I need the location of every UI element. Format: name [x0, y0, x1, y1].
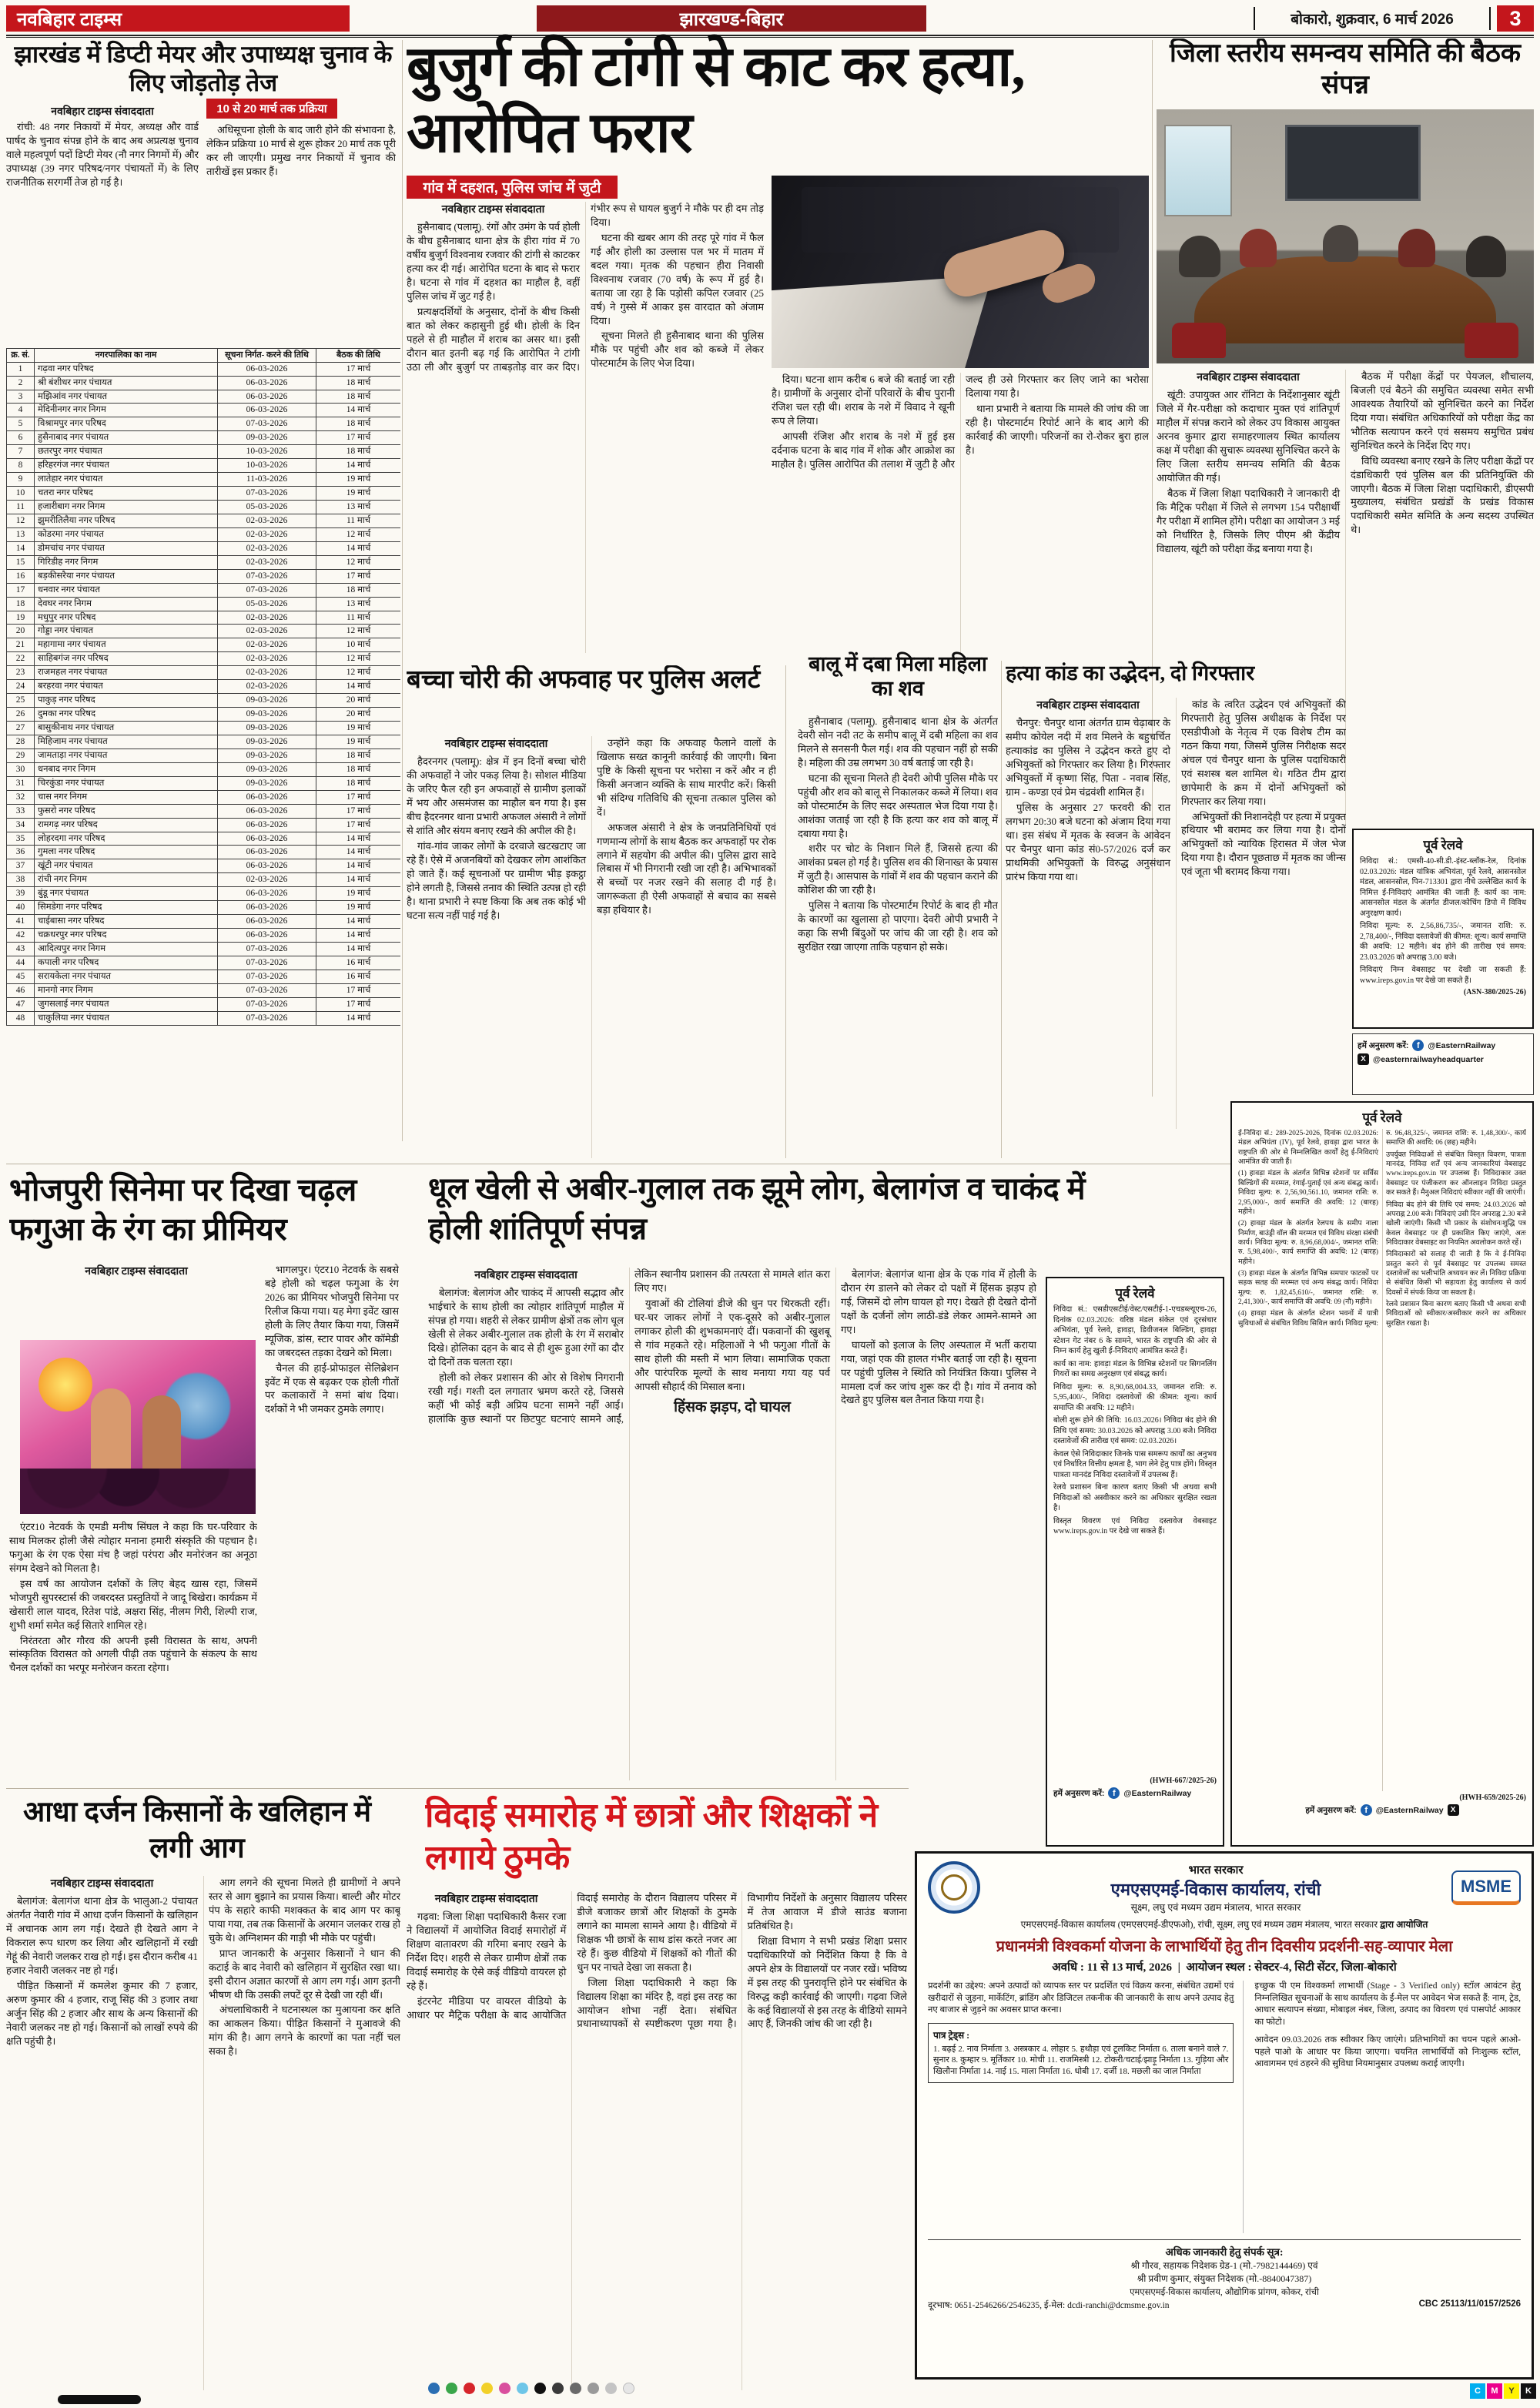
registration-dot — [428, 2383, 440, 2394]
railway-tender-box-3 — [1046, 1277, 1224, 1847]
paragraph: अभियुक्तों की निशानदेही पर हत्या में प्रयुक्त हथियार भी बरामद कर लिया गया है। दोनों अभियुक्तों को न्यायिक हिरासत में जेल भेज दिया गया है। दौरान पूछताछ में मृतक का जीन्स एवं जूता भी बरामद किया गया। — [1181, 810, 1346, 878]
table-row: 12 झुमरीतिलैया नगर परिषद 02-03-2026 11 मार्च — [7, 514, 401, 527]
paragraph: आपसी रंजिश और शराब के नशे में हुई इस दर्दनाक घटना के बाद गांव में शोक और आक्रोश का माहौल है। पुलिस आरोपित की तलाश में जुटी है और जल्द ही उसे गिरफ्तार कर लिए जाने का भरोसा दिलाया गया है। — [772, 373, 1149, 470]
registration-dot — [464, 2383, 475, 2394]
fire-headline: आधा दर्जन किसानों के खलिहान में लगी आग — [23, 1797, 371, 1865]
table-row: 7 छतरपुर नगर पंचायत 10-03-2026 18 मार्च — [7, 445, 401, 459]
msme-trades-label: पात्र ट्रेड्स : — [933, 2029, 970, 2041]
tender-ref: (ASN-380/2025-26) — [1463, 988, 1526, 996]
page-number: 3 — [1509, 6, 1522, 30]
paragraph: विधि व्यवस्था बनाए रखने के लिए परीक्षा केंद्रों पर दंडाधिकारी एवं पुलिस बल की प्रतिनियुक्ति की जाएगी। बैठक में जिला शिक्षा पदाधिकारी, डीएसपी मुख्यालय, संबंधित प्रखंडों के प्रखंड विकास पदाधिकारी समेत समिति के अन्य सदस्य उपस्थित थे। — [1351, 454, 1534, 536]
edition-banner — [537, 5, 926, 32]
paragraph: दिया। घटना शाम करीब 6 बजे की बताई जा रही है। ग्रामीणों के अनुसार दोनों परिवारों के बीच पुरानी रंजिश चल रही थी। शराब के नशे में विवाद ने खूनी रूप ले लिया। — [772, 373, 955, 427]
tender-paragraph: ई-निविदा सं.: 289-2025-2026, दिनांक 02.03.2026: मंडल अभियंता (IV), पूर्व रेलवे, हावड़ा द्वारा भारत के राष्ट्रपति की ओर से निम्नलिखित कार्यों हेतु ई-निविदाएं आमंत्रित की जाती हैं। — [1238, 1130, 1378, 1167]
table-row: 40 सिमडेगा नगर परिषद 06-03-2026 19 मार्च — [7, 901, 401, 915]
tender-paragraph: (3) हावड़ा मंडल के अंतर्गत विभिन्न समपार फाटकों पर सड़क सतह की मरम्मत एवं अन्य संबद्ध कार्य। निविदा मूल्य: रु. 1,82,45,610/-, जमानत राशि: रु. 2,41,300/-, कार्य समाप्ति की अवधि: 09 (नौ) महीने। — [1238, 1270, 1378, 1307]
projection-screen — [1285, 125, 1421, 201]
msme-period: अवधि : 11 से 13 मार्च, 2026 | आयोजन स्थल : सेक्टर-4, सिटी सेंटर, जिला-बोकारो — [1052, 1961, 1397, 1974]
cmyk-square: C — [1470, 2383, 1485, 2399]
paragraph: बैठक में परीक्षा केंद्रों पर पेयजल, शौचालय, बिजली एवं बैठने की समुचित व्यवस्था समेत सभी आवश्यक तैयारियों को सुनिश्चित करने का निर्देश दिया गया। संबंधित अधिकारियों को परीक्षा केंद्र का भौतिक सत्यापन करने एवं ससमय समुचित प्रबंध सुनिश्चित करने के निर्देश दिए गए। — [1351, 370, 1534, 451]
table-row: 29 जामताड़ा नगर पंचायत 09-03-2026 18 मार्च — [7, 749, 401, 762]
registration-dot — [481, 2383, 493, 2394]
msme-venue: आयोजन स्थल : सेक्टर-4, सिटी सेंटर, जिला-बोकारो — [1186, 1961, 1397, 1974]
table-row: 48 चाकुलिया नगर पंचायत 07-03-2026 14 मार्च — [7, 1011, 401, 1025]
rumor-byline: नवबिहार टाइम्स संवाददाता — [444, 738, 548, 750]
paragraph: घटना की सूचना मिलते ही देवरी ओपी पुलिस मौके पर पहुंची और शव को बालू से निकालकर कब्जे में लिया। शव को पोस्टमार्टम के लिए सदर अस्पताल भेज दिया गया है। आशंका जताई जा रही है कि हत्या कर शव को बालू में दबाया गया है। — [798, 772, 998, 839]
facebook-handle: @EasternRailway — [1123, 1788, 1192, 1798]
table-row: 4 मेदिनीनगर नगर निगम 06-03-2026 14 मार्च — [7, 404, 401, 417]
table-header-cell: क्र. सं. — [7, 349, 35, 363]
holi-byline: नवबिहार टाइम्स संवाददाता — [474, 1270, 578, 1281]
cmyk-square: Y — [1504, 2383, 1519, 2399]
table-row: 44 कपाली नगर परिषद 07-03-2026 16 मार्च — [7, 956, 401, 970]
tender-paragraph: निविदा सं.: एमसी-40-सी.डी.-इंस्ट-ब्लॉक-रेल, दिनांक 02.03.2026: मंडल यांत्रिक अभियंता, पूर्व रेलवे, आसनसोल मंडल, आसनसोल, पिन-713301 द्वारा नीचे उल्लेखित कार्य के निमित्त ई-निविदाएं आमंत्रित की जाती हैं: कार्य का नाम: आसनसोल मंडल के अंतर्गत डीजल/कोचिंग डिपो में विविध अनुरक्षण कार्य। — [1360, 857, 1526, 918]
red-chair — [1172, 323, 1226, 358]
tender-paragraph: निविदा मूल्य: रु. 2,56,86,735/-, जमानत राशि: रु. 2,78,400/-, निविदा दस्तावेजों की कीमत: शून्य। कार्य समाप्ति की अवधि: 12 महीने। बंद होने की तारीख एवं समय: 23.03.2026 को अपराह्न 3.00 बजे। — [1360, 922, 1526, 962]
table-row: 6 हुसैनाबाद नगर पंचायत 09-03-2026 17 मार्च — [7, 431, 401, 445]
msme-office-address: एमएसएमई-विकास कार्यालय, औद्योगिक प्रांगण, कोकर, रांची — [1130, 2288, 1319, 2297]
paragraph: अफजल अंसारी ने क्षेत्र के जनप्रतिनिधियों एवं गणमान्य लोगों के साथ बैठक कर अफवाहों पर रोक लगाने में सहयोग की अपील की। पुलिस द्वारा सादे लिबास में भी निगरानी रखी जा रही है। अभिभावकों से बच्चों पर नजर रखने की सलाह दी गई है। जागरूकता ही ऐसी अफवाहों से बचाव का सबसे बड़ा हथियार है। — [597, 821, 776, 916]
rumor-headline: बच्चा चोरी की अफवाह पर पुलिस अलर्ट — [407, 666, 761, 694]
grayscale-dot — [552, 2383, 564, 2394]
table-row: 22 साहिबगंज नगर परिषद 02-03-2026 12 मार्च — [7, 652, 401, 666]
column-rule — [785, 665, 786, 1158]
municipality-table-body — [7, 362, 401, 1025]
table-row: 8 हरिहरगंज नगर पंचायत 10-03-2026 14 मार्च — [7, 459, 401, 473]
tender-paragraph: केवल ऐसे निविदाकार जिनके पास समरूप कार्यों का अनुभव एवं निर्धारित वित्तीय क्षमता है, भाग लेने हेतु पात्र होंगे। विस्तृत पात्रता मानदंड निविदा दस्तावेजों में उपलब्ध हैं। — [1053, 1449, 1217, 1479]
facebook-handle: @EasternRailway — [1375, 1805, 1444, 1815]
page-number-badge — [1497, 5, 1534, 32]
paragraph: गढ़वा: जिला शिक्षा पदाधिकारी कैसर रजा ने विद्यालयों में आयोजित विदाई समारोहों में शिक्षण वातावरण की गरिमा बनाए रखने के निर्देश दिए। शहरी से लेकर ग्रामीण क्षेत्रों तक विदाई समारोह के ऐसे कई वीडियो वायरल हो रहे हैं। — [407, 1911, 567, 1991]
table-row: 27 बासुकीनाथ नगर पंचायत 09-03-2026 19 मार्च — [7, 722, 401, 735]
table-row: 21 महागामा नगर पंचायत 02-03-2026 10 मार्च — [7, 638, 401, 652]
table-row: 41 चाईबासा नगर परिषद 06-03-2026 14 मार्च — [7, 915, 401, 929]
paragraph: निरंतरता और गौरव की अपनी इसी विरासत के साथ, अपनी सांस्कृतिक विरासत को अगली पीढ़ी तक पहुंचाने के संकल्प के साथ चैनल दर्शकों का भरपूर मनोरंजन करता रहेगा। — [9, 1634, 257, 1674]
follow-label: हमें अनुसरण करें: — [1358, 1040, 1409, 1050]
tender-paragraph: रेलवे प्रशासन बिना कारण बताए किसी भी अथवा सभी निविदाओं को स्वीकार/अस्वीकार करने का अधिकार सुरक्षित रखता है। — [1386, 1301, 1526, 1328]
table-header-row — [7, 349, 401, 363]
grayscale-dot — [570, 2383, 581, 2394]
tender-paragraph: निविदा मूल्य: रु. 8,90,68,004.33, जमानत राशि: रु. 5,95,400/-, निविदा दस्तावेजों की कीमत: शून्य। कार्य समाप्ति की अवधि: 12 महीने। — [1053, 1382, 1217, 1412]
paragraph: बेलागंज: बेलागंज थाना क्षेत्र के एक गांव में होली के दौरान रंग डालने को लेकर दो पक्षों में हिंसक झड़प हो गई, जिसमें दो लोग घायल हो गए। देखते ही देखते दोनों पक्षों के दर्जनों लोग लाठी-डंडे लेकर आमने-सामने आ गए। — [841, 1268, 1036, 1335]
holi-headline: धूल खेली से अबीर-गुलाल तक झूमे लोग, बेलागंज व चाकंद में होली शांतिपूर्ण संपन्न — [428, 1171, 1086, 1246]
msme-event-title: प्रधानमंत्री विश्वकर्मा योजना के लाभार्थियों हेतु तीन दिवसीय प्रदर्शनी-सह-व्यापार मेला — [996, 1938, 1453, 1955]
tender-paragraph: निविदा बंद होने की तिथि एवं समय: 24.03.2026 को अपराह्न 2.00 बजे। निविदाएं उसी दिन अपराह्न 2.30 बजे खोली जाएंगी। किसी भी प्रकार के संशोधन/शुद्धि पत्र केवल वेबसाइट पर ही प्रकाशित किए जाएंगे, अतः निविदाकार वेबसाइट का नियमित अवलोकन करते रहें। — [1386, 1201, 1526, 1247]
paragraph: खूंटी: उपायुक्त आर रॉनिटा के निर्देशानुसार खूंटी जिले में गैर-परीक्षा को कदाचार मुक्त एवं शांतिपूर्ण माहौल में संपन्न कराने को लेकर उप विकास आयुक्त अरनव कुमार द्वारा समाहरणालय स्थित कार्यालय कक्ष में परीक्षा की सुचारू व्यवस्था सुनिश्चित करने के लिए जिला स्तरीय समन्वय समिति की बैठक आयोजित की गई। — [1157, 389, 1340, 484]
municipal-headline: झारखंड में डिप्टी मेयर और उपाध्यक्ष चुनाव के लिए जोड़तोड़ तेज — [14, 41, 393, 97]
msme-contact-1: श्री गौरव, सहायक निदेशक ग्रेड-1 (मो.-7982144469) एवं — [1130, 2260, 1318, 2271]
murder-byline: नवबिहार टाइम्स संवाददाता — [441, 204, 545, 216]
tender-paragraph: (4) हावड़ा मंडल के अंतर्गत स्टेशन भवनों में यात्री सुविधाओं से संबंधित विविध सिविल कार्य। निविदा मूल्य: रु. 96,48,325/-, जमानत राशि: रु. 1,48,300/-, कार्य समाप्ति की अवधि: 06 (छह) महीने। — [1238, 1130, 1526, 1328]
msme-trades-list: 1. बढ़ई 2. नाव निर्माता 3. अस्त्रकार 4. लोहार 5. हथौड़ा एवं टूलकिट निर्माता 6. ताला बनाने वाले 7. सुनार 8. कुम्हार 9. मूर्तिकार 10. मोची 11. राजमिस्त्री 12. टोकरी/चटाई/झाड़ू निर्माता 13. गुड़िया और खिलौना निर्माता 14. नाई 15. माला निर्माता 16. धोबी 17. दर्जी 18. मछली का जाल निर्माता — [933, 2044, 1229, 2077]
table-row: 18 देवघर नगर निगम 05-03-2026 13 मार्च — [7, 597, 401, 611]
table-row: 17 धनवार नगर पंचायत 07-03-2026 18 मार्च — [7, 583, 401, 597]
msme-purpose: प्रदर्शनी का उद्देश्य: अपने उत्पादों को व्यापक स्तर पर प्रदर्शित एवं विक्रय करना, संबंधित उद्यमों एवं खरीदारों से जुड़ना, मार्केटिंग, ब्रांडिंग और डिजिटल तकनीक की जानकारी के साथ अपने उत्पाद हेतु नए बाजार से जुड़ने का अवसर प्राप्त करना। — [928, 1981, 1234, 2015]
column-rule — [402, 40, 403, 1141]
tender-paragraph: कार्य का नाम: हावड़ा मंडल के विभिन्न स्टेशनों पर सिगनलिंग गियरों का समग्र अनुरक्षण एवं संबद्ध कार्य। — [1053, 1359, 1217, 1378]
table-row: 15 गिरिडीह नगर निगम 02-03-2026 12 मार्च — [7, 555, 401, 569]
crime-solved-body — [1006, 698, 1346, 1129]
table-header-cell: नगरपालिका का नाम — [35, 349, 218, 363]
holi-premiere-photo — [20, 1340, 256, 1514]
meeting-photo — [1157, 109, 1534, 363]
paragraph: पीड़ित किसानों में कमलेश कुमार की 7 हजार, अरुण कुमार की 4 हजार, राजू सिंह की 3 हजार तथा अर्जुन सिंह की 2 हजार और साथ के अन्य किसानों की नेवारी जलकर नष्ट हो गई। किसानों को लाखों रुपये की क्षति पहुंची है। — [6, 1979, 198, 2047]
paragraph: होली को लेकर प्रशासन की ओर से विशेष निगरानी रखी गई। गश्ती दल लगातार भ्रमण करते रहे, जिससे कहीं भी कोई बड़ी अप्रिय घटना सामने नहीं आई। हालांकि कुछ स्थानों पर छिटपुट घटनाएं सामने आईं, लेकिन स्थानीय प्रशासन की तत्परता से मामले शांत करा लिए गए। — [428, 1268, 830, 1425]
crime-scene-photo — [772, 176, 1149, 368]
grayscale-dot — [605, 2383, 617, 2394]
paragraph: हैदरनगर (पलामू): क्षेत्र में इन दिनों बच्चा चोरी की अफवाहों ने जोर पकड़ लिया है। सोशल मीडिया के जरिए फैल रही इन अफवाहों से ग्रामीण इलाकों में भय और असमंजस का माहौल बन गया है। इस बीच हैदरनगर थाना प्रभारी अफजल अंसारी ने लोगों से शांति और संयम बनाए रखने की अपील की है। — [407, 755, 586, 836]
table-row: 13 कोडरमा नगर पंचायत 02-03-2026 12 मार्च — [7, 527, 401, 541]
msme-gov-line: भारत सरकार — [1188, 1863, 1244, 1877]
sand-headline: बालू में दबा मिला महिला का शव — [808, 652, 987, 701]
facebook-handle: @EasternRailway — [1428, 1040, 1496, 1050]
farewell-byline: नवबिहार टाइम्स संवाददाता — [434, 1894, 538, 1905]
murder-headline: बुजुर्ग की टांगी से काट कर हत्या, आरोपित फरार — [407, 35, 1025, 165]
tender-ref: (HWH-667/2025-26) — [1150, 1777, 1217, 1785]
coordination-byline: नवबिहार टाइम्स संवाददाता — [1197, 372, 1300, 383]
table-row: 24 बरहरवा नगर पंचायत 02-03-2026 14 मार्च — [7, 680, 401, 694]
crime-solved-headline: हत्या कांड का उद्भेदन, दो गिरफ्तार — [1006, 661, 1255, 685]
tender-paragraph: निविदाकारों को सलाह दी जाती है कि वे ई-निविदा प्रस्तुत करने से पूर्व वेबसाइट पर उपलब्ध समस्त दस्तावेजों का भलीभांति अध्ययन कर लें। निविदा प्रक्रिया से संबंधित किसी भी सहायता हेतु कार्यालय से कार्य दिवसों में संपर्क किया जा सकता है। — [1386, 1251, 1526, 1297]
x-icon: X — [1448, 1804, 1459, 1816]
table-header-cell: बैठक की तिथि — [316, 349, 401, 363]
paragraph: घटना की खबर आग की तरह पूरे गांव में फैल गई और होली का उल्लास पल भर में मातम में बदल गया। मृतक की पहचान हीरा निवासी विश्वनाथ रजवार (70 वर्ष) के रूप में हुई है। बताया जा रहा है कि पड़ोसी कपिल रजवार (25 वर्ष) ने गुस्से में आकर इस वारदात को अंजाम दिया। — [591, 231, 764, 327]
grayscale-dot — [623, 2383, 634, 2394]
table-row: 32 चास नगर निगम 06-03-2026 17 मार्च — [7, 790, 401, 804]
farewell-body — [407, 1891, 907, 2390]
paragraph: प्राप्त जानकारी के अनुसार किसानों ने धान की कटाई के बाद नेवारी को खलिहान में सुरक्षित रखा था। इसी दौरान अज्ञात कारणों से आग लग गई। आग इतनी भीषण थी कि उसकी लपटें दूर से देखी जा रही थीं। — [209, 1947, 400, 2001]
tender-paragraph: उपर्युक्त निविदाओं से संबंधित विस्तृत विवरण, पात्रता मानदंड, निविदा शर्तें एवं अन्य जानकारियां वेबसाइट www.ireps.gov.in पर उपलब्ध हैं। निविदाकार उक्त वेबसाइट पर पंजीकरण कर ऑनलाइन निविदा प्रस्तुत कर सकते हैं। मैनुअल निविदाएं स्वीकार नहीं की जाएंगी। — [1386, 1150, 1526, 1197]
murder-body-right — [772, 373, 1149, 653]
railway-ad-title: पूर्व रेलवे — [1115, 1286, 1155, 1301]
table-row: 42 चक्रधरपुर नगर परिषद 06-03-2026 14 मार्च — [7, 929, 401, 943]
tender-paragraph: निविदा सं.: एसडीएसटीई/वेस्ट/एसटीई-1-एचडब्ल्यूएच-26, दिनांक 02.03.2026: वरिष्ठ मंडल संकेत एवं दूरसंचार अभियंता, पूर्व रेलवे, हावड़ा, डिवीजनल बिल्डिंग, हावड़ा स्टेशन गेट नंबर 6 के सामने, भारत के राष्ट्रपति की ओर से निम्न कार्य हेतु खुली ई-निविदाएं आमंत्रित करते हैं। — [1053, 1305, 1217, 1355]
table-row: 16 बड़कीसरैया नगर पंचायत 07-03-2026 17 मार्च — [7, 569, 401, 583]
table-row: 45 सरायकेला नगर पंचायत 07-03-2026 16 मार्च — [7, 970, 401, 983]
msme-stage-note: इच्छुक पी एम विश्वकर्मा लाभार्थी (Stage - 3 Verified only) स्टॉल आवंटन हेतु निम्नलिखित सूचनाओं के साथ कार्यालय के ई-मेल पर आवेदन भेज सकते हैं: नाम, ट्रेड, आधार सत्यापन संख्या, मोबाइल नंबर, जिला, उत्पाद का विवरण एवं पासपोर्ट आकार का फोटो। — [1254, 1981, 1521, 2027]
facebook-icon: f — [1412, 1040, 1424, 1051]
table-header-cell: सूचना निर्गत- करने की तिथि — [218, 349, 316, 363]
msme-contact-head: अधिक जानकारी हेतु संपर्क सूत्र: — [1165, 2246, 1284, 2258]
msme-ministry-line: सूक्ष्म, लघु एवं मध्यम उद्यम मंत्रालय, भारत सरकार — [1130, 1901, 1301, 1913]
table-row: 20 गोड्डा नगर पंचायत 02-03-2026 12 मार्च — [7, 625, 401, 638]
tender-paragraph: निविदाएं निम्न वेबसाइट पर देखी जा सकती हैं: www.ireps.gov.in पर देखे जा सकते हैं। — [1360, 966, 1526, 985]
railway-ad-title: पूर्व रेलवे — [1362, 1110, 1402, 1125]
paragraph: आग लगने की सूचना मिलते ही ग्रामीणों ने अपने स्तर से आग बुझाने का प्रयास किया। बाल्टी और मोटर पंप के सहारे काफी मशक्कत के बाद आग पर काबू पाया गया, तब तक किसानों के अरमान जलकर राख हो चुके थे। अग्निशमन की गाड़ी भी मौके पर पहुंची। — [209, 1877, 400, 1944]
scroll-indicator[interactable] — [58, 2395, 141, 2404]
red-chair — [1465, 323, 1518, 358]
sand-body — [798, 715, 998, 1157]
conference-table — [1194, 256, 1496, 343]
paragraph: बैठक में जिला शिक्षा पदाधिकारी ने जानकारी दी कि मैट्रिक परीक्षा में जिले से लगभग 154 परीक्षार्थी गैर परीक्षा में शामिल होंगे। परीक्षा का आयोजन 3 मई को निर्धारित है, जिसके लिए पीएम श्री केंद्रीय विद्यालय, खूंटी को परीक्षा केंद्र बनाया गया है। — [1157, 487, 1340, 554]
paragraph: हुसैनाबाद (पलामू). हुसैनाबाद थाना क्षेत्र के अंतर्गत देवरी सोन नदी तट के समीप बालू में दबी महिला का शव मिलने से सनसनी फैल गई। शव की पहचान नहीं हो सकी है। महिला की उम्र लगभग 30 वर्ष बताई जा रही है। — [798, 715, 998, 769]
paragraph: एंटर10 नेटवर्क के एमडी मनीष सिंघल ने कहा कि घर-परिवार के साथ मिलकर होली जैसे त्योहार मनाना हमारी संस्कृति की पहचान है। फगुआ के रंग एक ऐसा मंच है जहां परंपरा और मनोरंजन का अनूठा संगम देखने को मिलता है। — [9, 1521, 257, 1574]
municipal-byline: नवबिहार टाइम्स संवाददाता — [51, 106, 154, 118]
paragraph: जिला शिक्षा पदाधिकारी ने कहा कि विद्यालय शिक्षा का मंदिर है, वहां इस तरह का आयोजन शोभा नहीं देता। संबंधित प्रधानाध्यापकों से स्पष्टीकरण पूछा गया है। विभागीय निर्देशों के अनुसार विद्यालय परिसर में तेज आवाज में डीजे साउंड बजाना प्रतिबंधित है। — [577, 1892, 907, 2030]
paragraph: भागलपुर। एंटर10 नेटवर्क के सबसे बड़े होली को चढ़ल फगुआ के रंग 2026 का प्रीमियर भोजपुरी सिनेमा पर रिलीज किया गया। यह मेगा इवेंट खास होली के लिए तैयार किया गया, जिसमें म्यूजिक, डांस, स्टार पावर और कॉमेडी का जबरदस्त तड़का देखने को मिला। — [265, 1264, 399, 1358]
x-handle: @easternrailwayheadquarter — [1373, 1054, 1484, 1064]
paragraph: घायलों को इलाज के लिए अस्पताल में भर्ती कराया गया, जहां एक की हालत गंभीर बताई जा रही है। सूचना पर पहुंची पुलिस ने स्थिति को नियंत्रित किया। पुलिस ने मामला दर्ज कर जांच शुरू कर दी है। गांव में तनाव को देखते हुए पुलिस बल तैनात किया गया है। — [841, 1338, 1036, 1406]
bhojpuri-bottom-column — [9, 1520, 257, 1787]
railway-social-strip — [1352, 1033, 1534, 1095]
msme-apply-note: आवेदन 09.03.2026 तक स्वीकार किए जाएंगे। प्रतिभागियों का चयन पहले आओ-पहले पाओ के आधार पर किया जाएगा। चयनित लाभार्थियों को निःशुल्क स्टॉल, आवागमन एवं ठहरने की सुविधा नियमानुसार उपलब्ध कराई जाएगी। — [1254, 2035, 1521, 2069]
msme-organizer-line: एमएसएमई-विकास कार्यालय (एमएसएमई-डीएफओ), रांची, सूक्ष्म, लघु एवं मध्यम उद्यम मंत्रालय, भारत सरकार द्वारा आयोजित — [1020, 1919, 1428, 1930]
msme-cbc-code: CBC 25113/11/0157/2526 — [1418, 2299, 1521, 2309]
tender-paragraph: (1) हावड़ा मंडल के अंतर्गत विभिन्न स्टेशनों पर सर्विस बिल्डिंगों की मरम्मत, रंगाई-पुताई एवं अन्य संबद्ध कार्य। निविदा मूल्य: रु. 2,56,90,561.10, जमानत राशि: रु. 2,95,000/-, कार्य समाप्ति की अवधि: 12 (बारह) महीने। — [1238, 1170, 1378, 1216]
x-icon: X — [1358, 1053, 1369, 1065]
bhojpuri-side-column — [265, 1263, 399, 1787]
table-row: 36 गुमला नगर परिषद 06-03-2026 14 मार्च — [7, 846, 401, 859]
table-row: 35 लोहरदगा नगर परिषद 06-03-2026 14 मार्च — [7, 832, 401, 846]
table-row: 43 आदित्यपुर नगर निगम 07-03-2026 14 मार्च — [7, 943, 401, 956]
follow-label: हमें अनुसरण करें: — [1053, 1788, 1105, 1798]
paragraph: पुलिस ने बताया कि पोस्टमार्टम रिपोर्ट के बाद ही मौत के कारणों का खुलासा हो पाएगा। देवरी ओपी प्रभारी ने कहा कि सभी बिंदुओं पर जांच की जा रही है। शव को सुरक्षित रखा जाएगा ताकि पहचान हो सके। — [798, 899, 998, 953]
table-row: 39 बुंडू नगर पंचायत 06-03-2026 19 मार्च — [7, 887, 401, 901]
paragraph: युवाओं की टोलियां डीजे की धुन पर थिरकती रहीं। घर-घर जाकर लोगों ने एक-दूसरे को अबीर-गुलाल लगाकर होली की शुभकामनाएं दीं। पकवानों की खुशबू से गांव महकते रहे। महिलाओं ने भी फगुआ गीतों के साथ होली की मस्ती में भाग लिया। सामाजिक एकता और पारंपरिक मूल्यों के साथ मनाया गया यह पर्व आपसी सौहार्द की मिसाल बना। — [634, 1297, 830, 1392]
paragraph: प्रत्यक्षदर्शियों के अनुसार, दोनों के बीच किसी बात को लेकर कहासुनी हुई थी। होली के दिन पहले से ही माहौल में शराब का असर था। इसी दौरान बात इतनी बढ़ गई कि आरोपित ने टांगी उठा ली और बुजुर्ग पर ताबड़तोड़ वार कर दिए। गंभीर रूप से घायल बुजुर्ग ने मौके पर ही दम तोड़ दिया। — [407, 203, 764, 373]
table-row: 14 डोमचांच नगर पंचायत 02-03-2026 14 मार्च — [7, 541, 401, 555]
registration-dot — [499, 2383, 511, 2394]
paragraph: इंटरनेट मीडिया पर वायरल वीडियो के आधार पर मैट्रिक परीक्षा के बाद आयोजित विदाई समारोह के दौरान विद्यालय परिसर में डीजे बजाकर छात्रों और शिक्षकों के ठुमके लगाने का मामला सामने आया है। वीडियो में शिक्षक भी छात्रों के साथ डांस करते नजर आ रहे हैं। कुछ वीडियो में शिक्षकों को गीतों की धुन पर नाचते देखा जा सकता है। — [407, 1892, 737, 2021]
fire-body — [6, 1876, 400, 2390]
registration-dot — [446, 2383, 457, 2394]
paper-name-banner — [6, 5, 350, 32]
dancer-figure — [91, 1388, 131, 1481]
paragraph: सूचना मिलते ही हुसैनाबाद थाना की पुलिस मौके पर पहुंची और शव को कब्जे में लेकर पोस्टमार्टम के लिए भेज दिया। — [591, 330, 764, 370]
table-row: 47 जुगसलाई नगर पंचायत 07-03-2026 17 मार्च — [7, 997, 401, 1011]
msme-advertisement — [915, 1851, 1534, 2380]
paragraph: गांव-गांव जाकर लोगों के दरवाजे खटखटाए जा रहे हैं। ऐसे में अजनबियों को देखकर लोग आशंकित हो जाते हैं। कई सूचनाओं पर ग्रामीण भीड़ इकट्ठा होने लगती है, जिससे तनाव की स्थिति उत्पन्न हो रही है। थाना प्रभारी ने स्पष्ट किया कि अब तक कोई भी घटना सत्य नहीं पाई गई है। — [407, 839, 586, 921]
municipal-lead-right: अधिसूचना होली के बाद जारी होने की संभावना है, लेकिन प्रक्रिया 10 मार्च से शुरू होकर 20 मार्च तक पूरी कर ली जाएगी। प्रमुख नगर निकायों में चुनाव की तारीखें इस प्रकार हैं। — [206, 124, 396, 177]
follow-label: हमें अनुसरण करें: — [1305, 1805, 1357, 1815]
edition-name: झारखण्ड-बिहार — [679, 8, 784, 30]
grayscale-dot — [588, 2383, 599, 2394]
paragraph: उन्होंने कहा कि अफवाह फैलाने वालों के खिलाफ सख्त कानूनी कार्रवाई की जाएगी। बिना पुष्टि के किसी सूचना पर भरोसा न करें और न ही किसी अनजान व्यक्ति के साथ मारपीट करें। किसी भी संदिग्ध गतिविधि की सूचना तत्काल पुलिस को दें। — [597, 737, 776, 818]
tender-paragraph: विस्तृत विवरण एवं निविदा दस्तावेज वेबसाइट www.ireps.gov.in पर देखे जा सकते हैं। — [1053, 1516, 1217, 1536]
table-row: 5 विश्रामपुर नगर परिषद 07-03-2026 18 मार्च — [7, 417, 401, 431]
table-row: 2 श्री बंशीधर नगर पंचायत 06-03-2026 18 मार्च — [7, 376, 401, 390]
table-row: 25 पाकुड़ नगर परिषद 09-03-2026 20 मार्च — [7, 694, 401, 708]
municipality-schedule-table — [6, 348, 400, 1141]
paragraph: चैनल की हाई-प्रोफाइल सेलिब्रेशन इवेंट में एक से बढ़कर एक होली गीतों पर कलाकारों ने समां बांध दिया। दर्शकों ने भी जमकर ठुमके लगाए। — [265, 1361, 399, 1415]
paragraph: कांड के त्वरित उद्भेदन एवं अभियुक्तों की गिरफ्तारी हेतु पुलिस अधीक्षक के निर्देश पर एसडीपीओ के नेतृत्व में एक विशेष टीम का गठन किया गया, जिसमें पुलिस निरीक्षक सदर अंचल एवं चैनपुर थाना के पुलिस पदाधिकारी एवं सशस्त्र बल शामिल थे। गठित टीम द्वारा छापेमारी के क्रम में दोनों अभियुक्तों को गिरफ्तार कर लिया गया। — [1181, 698, 1346, 807]
tender-paragraph: बोली शुरू होने की तिथि: 16.03.2026। निविदा बंद होने की तिथि एवं समय: 30.03.2026 को अपराह्न 3.00 बजे। निविदा दस्तावेजों की तारीख एवं समय: 02.03.2026। — [1053, 1416, 1217, 1445]
paragraph: शरीर पर चोट के निशान मिले हैं, जिससे हत्या की आशंका प्रबल हो गई है। पुलिस शव की शिनाख्त के प्रयास में जुटी है। आसपास के गांवों में शव की पहचान कराने की कोशिश की जा रही है। — [798, 842, 998, 896]
holi-subhead: हिंसक झड़प, दो घायल — [674, 1399, 791, 1416]
paragraph: पुलिस के अनुसार 27 फरवरी की रात लगभग 20:30 बजे घटना को अंजाम दिया गया था। इस संबंध में मृतक के स्वजन के आवेदन पर चैनपुर थाना कांड सं0-57/2026 दर्ज कर प्राथमिकी अभियुक्तों के विरुद्ध अनुसंधान प्रारंभ किया गया था। — [1006, 801, 1170, 882]
murder-kicker: गांव में दहशत, पुलिस जांच में जुटी — [407, 176, 618, 199]
table-row: 34 रामगढ़ नगर परिषद 06-03-2026 17 मार्च — [7, 818, 401, 832]
table-row: 10 चतरा नगर परिषद 07-03-2026 19 मार्च — [7, 487, 401, 501]
msme-phone-line: दूरभाष: 0651-2546266/2546235, ई-मेल: dcdi-ranchi@dcmsme.gov.in — [928, 2301, 1170, 2310]
table-row: 9 लातेहार नगर पंचायत 11-03-2026 19 मार्च — [7, 473, 401, 487]
crime-byline: नवबिहार टाइम्स संवाददाता — [1036, 700, 1140, 712]
paragraph: इस वर्ष का आयोजन दर्शकों के लिए बेहद खास रहा, जिसमें भोजपुरी सुपरस्टार्स की जबरदस्त प्रस्तुतियों ने जादू बिखेरा। कार्यक्रम में खेसारी लाल यादव, रितेश पांडे, अक्षरा सिंह, नीलम गिरी, शिल्पी राज, शुभी शर्मा समेत कई सितारे शामिल रहे। — [9, 1577, 257, 1631]
paragraph: हुसैनाबाद (पलामू). रंगों और उमंग के पर्व होली के बीच हुसैनाबाद थाना क्षेत्र के हीरा गांव में 70 वर्षीय बुजुर्ग विश्वनाथ रजवार की टांगी से काटकर हत्या कर दी गई। आरोपित घटना के बाद से फरार है। घटना से गांव में दहशत का माहौल है, वहीं पुलिस जांच में जुट गई है। — [407, 221, 580, 302]
municipal-lead-left: रांची: 48 नगर निकायों में मेयर, अध्यक्ष और वार्ड पार्षद के चुनाव संपन्न होने के बाद अब अप्रत्यक्ष चुनाव वाले महत्वपूर्ण पदों डिप्टी मेयर (नौ नगर निगमों में) और उपाध्यक्ष (39 नगर परिषद/नगर पंचायतों में) के लिए राजनीतिक सरगर्मी तेज हो गई है। — [6, 121, 199, 188]
tender-paragraph: रेलवे प्रशासन बिना कारण बताए किसी भी अथवा सभी निविदाओं को अस्वीकार करने का अधिकार सुरक्षित रखता है। — [1053, 1483, 1217, 1512]
paragraph: चैनपुर: चैनपुर थाना अंतर्गत ग्राम चेढ़ाबार के समीप कोयेल नदी में शव मिलने के बहुचर्चित हत्याकांड का पुलिस ने उद्भेदन करते हुए दो अभियुक्तों को गिरफ्तार कर लिया है। गिरफ्तार अभियुक्तों में कृष्णा सिंह, पिता - नवाब सिंह, ग्राम - कण्डा एवं प्रेम चंद्रवंशी शामिल हैं। — [1006, 717, 1170, 798]
table-row: 28 मिहिजाम नगर पंचायत 09-03-2026 19 मार्च — [7, 735, 401, 749]
column-rule — [1001, 661, 1002, 1158]
table-row: 11 हजारीबाग नगर निगम 05-03-2026 13 मार्च — [7, 501, 401, 514]
table-row: 33 फुसरो नगर परिषद 06-03-2026 17 मार्च — [7, 804, 401, 818]
rumor-body — [407, 736, 776, 1158]
table-row: 37 खूंटी नगर पंचायत 06-03-2026 14 मार्च — [7, 859, 401, 873]
tender-ref: (HWH-659/2025-26) — [1459, 1793, 1526, 1802]
farewell-headline: विदाई समारोह में छात्रों और शिक्षकों ने लगाये ठुमके — [425, 1797, 879, 1877]
dateline: बोकारो, शुक्रवार, 6 मार्च 2026 — [1254, 7, 1491, 30]
cmyk-square: M — [1487, 2383, 1502, 2399]
table-row: 1 गढ़वा नगर परिषद 06-03-2026 17 मार्च — [7, 362, 401, 376]
bhojpuri-headline: भोजपुरी सिनेमा पर दिखा चढ़ल फगुआ के रंग का प्रीमियर — [9, 1172, 357, 1248]
tender-paragraph: (2) हावड़ा मंडल के अंतर्गत रेलपथ के समीप नाला निर्माण, बाउंड्री वॉल की मरम्मत एवं विविध संरक्षा संबंधी कार्य। निविदा मूल्य: रु. 8,96,68,004/-, जमानत राशि: रु. 5,98,400/-, कार्य समाप्ति की अवधि: 12 (बारह) महीने। — [1238, 1220, 1378, 1266]
paragraph: बेलागंज: बेलागंज थाना क्षेत्र के भालुआ-2 पंचायत अंतर्गत नेवारी गांव में आधा दर्जन किसानों के खलिहान में अचानक आग लग गई। देखते ही देखते आग ने विकराल रूप धारण कर लिया और खलिहानों में रखी गेहूं की नेवारी जलकर राख हो गई। इस दौरान करीब 41 हजार नेवारी जलकर नष्ट हो गई। — [6, 1895, 198, 1976]
table-row: 46 मानगो नगर निगम 07-03-2026 17 मार्च — [7, 983, 401, 997]
railway-tender-box-1 — [1352, 829, 1534, 1029]
table-row: 19 मधुपुर नगर परिषद 02-03-2026 11 मार्च — [7, 611, 401, 625]
paragraph: शिक्षा विभाग ने सभी प्रखंड शिक्षा प्रसार पदाधिकारियों को निर्देशित किया है कि वे अपने क्षेत्र के विद्यालयों पर नजर रखें। भविष्य में इस तरह की पुनरावृत्ति होने पर संबंधित के विरुद्ध कड़ी कार्रवाई की जाएगी। गढ़वा जिले के कई विद्यालयों से इस तरह के वीडियो सामने आए हैं, जिनकी जांच की जा रही है। — [747, 1934, 907, 2030]
cmyk-square: K — [1521, 2383, 1536, 2399]
cmyk-marks — [1463, 2381, 1536, 2401]
holi-body — [428, 1268, 1036, 1780]
msme-contact-2: श्री प्रवीण कुमार, संयुक्त निदेशक (मो.-8840047387) — [1137, 2273, 1312, 2284]
bhojpuri-byline: नवबिहार टाइम्स संवाददाता — [85, 1266, 188, 1278]
grayscale-dot — [534, 2383, 546, 2394]
table-row: 3 मझिआंव नगर पंचायत 06-03-2026 18 मार्च — [7, 390, 401, 404]
msme-office-line: एमएसएमई-विकास कार्यालय, रांची — [1110, 1879, 1321, 1899]
railway-ad-title: पूर्व रेलवे — [1423, 838, 1463, 852]
registration-dot — [517, 2383, 528, 2394]
paragraph: थाना प्रभारी ने बताया कि मामले की जांच की जा रही है। पोस्टमार्टम रिपोर्ट आने के बाद आगे की कार्रवाई की जाएगी। परिजनों का रो-रोकर बुरा हाल है। — [966, 402, 1149, 456]
paragraph: बेलागंज: बेलागंज और चाकंद में आपसी सद्भाव और भाईचारे के साथ होली का त्योहार शांतिपूर्ण माहौल में संपन्न हो गया। शहरी से लेकर ग्रामीण क्षेत्रों तक लोग धूल खेली से लेकर अबीर-गुलाल तक होली के रंग में सराबोर दिखे। होलिका दहन के बाद से ही शुरू हुआ रंगों का दौर दो दिनों तक चलता रहा। — [428, 1287, 624, 1368]
table-row: 23 राजमहल नगर पंचायत 02-03-2026 12 मार्च — [7, 666, 401, 680]
facebook-icon: f — [1361, 1804, 1372, 1816]
railway-tender-box-2 — [1230, 1101, 1534, 1847]
table-row: 26 दुमका नगर परिषद 09-03-2026 20 मार्च — [7, 708, 401, 722]
color-registration-dots — [428, 2383, 752, 2398]
paragraph: अंचलाधिकारी ने घटनास्थल का मुआयना कर क्षति का आकलन किया। पीड़ित किसानों ने मुआवजे की मांग की है। आग लगने के कारणों का पता नहीं चल सका है। — [209, 2004, 400, 2058]
murder-body-left — [407, 202, 764, 653]
fire-byline: नवबिहार टाइम्स संवाददाता — [50, 1878, 154, 1890]
coordination-headline: जिला स्तरीय समन्वय समिति की बैठक संपन्न — [1169, 39, 1522, 99]
table-row: 38 रांची नगर निगम 02-03-2026 14 मार्च — [7, 873, 401, 887]
section-rule — [6, 1788, 909, 1789]
window — [1164, 125, 1232, 216]
table-row: 30 धनबाद नगर निगम 09-03-2026 18 मार्च — [7, 762, 401, 776]
paper-name: नवबिहार टाइम्स — [17, 8, 122, 30]
facebook-icon: f — [1108, 1787, 1120, 1799]
msme-logo: MSME — [1451, 1870, 1521, 1905]
government-emblem-icon — [928, 1861, 980, 1914]
municipal-kicker: 10 से 20 मार्च तक प्रक्रिया — [206, 99, 337, 119]
table-row: 31 चिरकुंडा नगर पंचायत 09-03-2026 18 मार्च — [7, 776, 401, 790]
